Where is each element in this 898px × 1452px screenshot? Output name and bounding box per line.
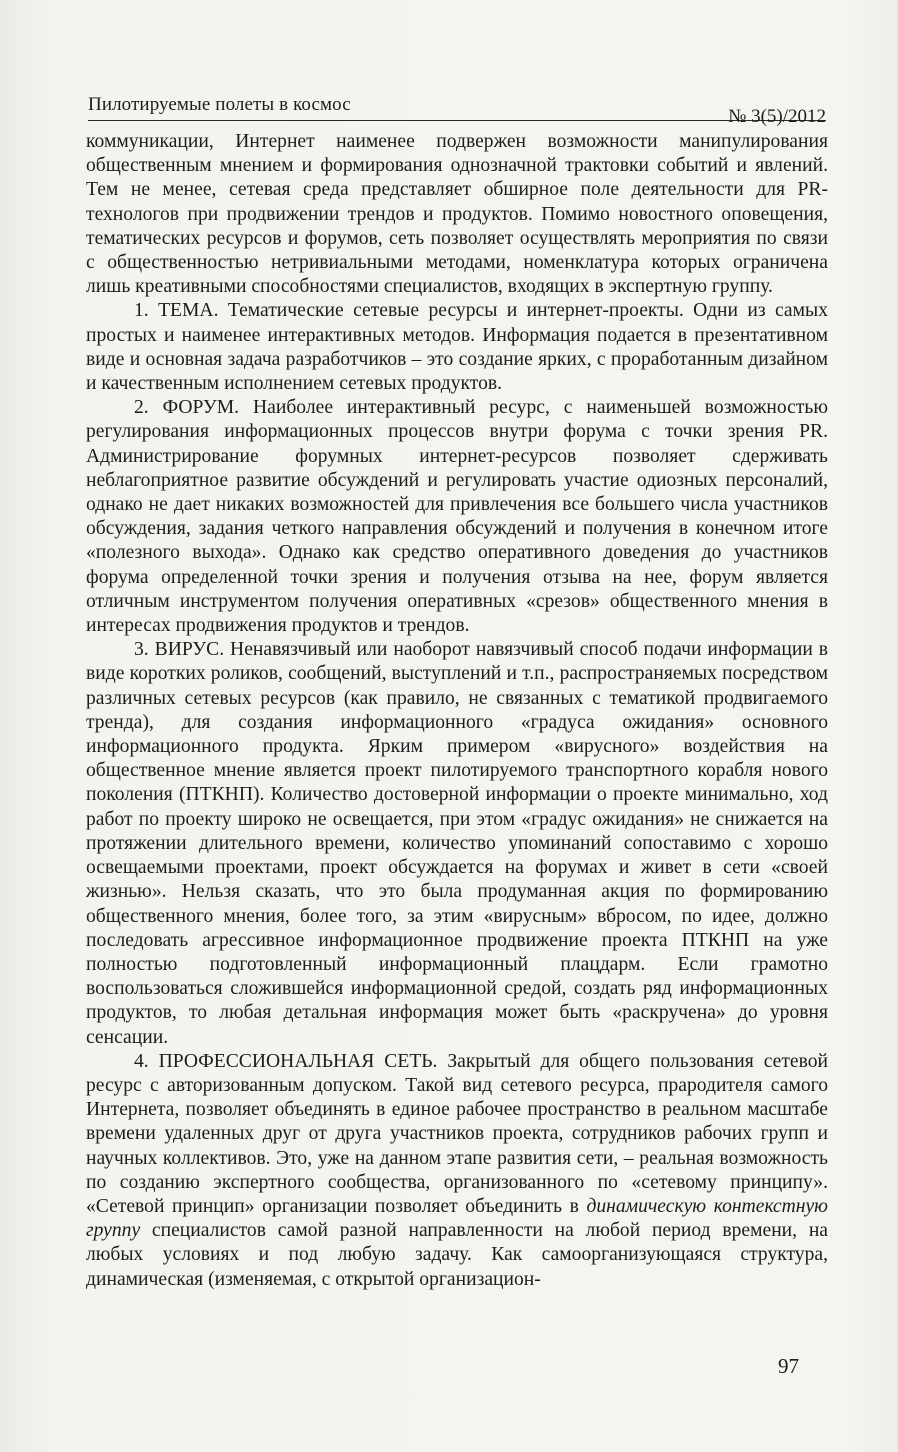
list-item-tema: 1. ТЕМА. Тематические сетевые ресурсы и интернет-проекты. Одни из самых простых и наименее интерактивных методов. Информация подается в презентативном виде и основная задача разработчиков – это создание ярких, с проработанным дизайном и качественным исполнением сетевых продуктов. [86, 300, 828, 395]
running-header [88, 94, 826, 130]
list-item-virus: 3. ВИРУС. Ненавязчивый или наоборот навязчивый способ подачи информации в виде коротких роликов, сообщений, выступлений и т.п., распространяемых посредством различных сетевых ресурсов (как правило, не связанных с тематикой продвигаемого тренда), для создания информационного «градуса ожидания» основного информационного продукта. Ярким примером «вирусного» воздействия на общественное мнение является проект пилотируемого транспортного корабля нового поколения (ПТКНП). Количество достоверной информации о проекте минимально, ход работ по проекту широко не освещается, при этом «градус ожидания» не снижается на протяжении длительного времени, количество упоминаний сопоставимо с хорошо освещаемыми проектами, проект обсуждается на форумах и живет в сети «своей жизнью». Нельзя сказать, что это была продуманная акция по формированию общественного мнения, более того, за этим «вирусным» вбросом, по идее, должно последовать агрессивное информационное продвижение проекта ПТКНП на уже полностью подготовленный информационный плацдарм. Если грамотно воспользоваться сложившейся информационной средой, создать ряд информационных продуктов, то любая детальная информация может быть «раскручена» до уровня сенсации. [86, 639, 828, 1048]
item4-italic-term: динамическую контекстную группу [86, 1195, 828, 1242]
list-item-professional-network [86, 1050, 828, 1292]
issue-number: № 3(5)/2012 [728, 106, 826, 127]
header-rule [88, 120, 826, 121]
list-item-forum: 2. ФОРУМ. Наиболее интерактивный ресурс, с наименьшей возможностью регулирования информационных процессов внутри форума с точки зрения PR. Администрирование форумных интернет-ресурсов позволяет сдерживать неблагоприятное развитие обсуждений и регулировать участие одиозных персоналий, однако не дает никаких возможностей для привлечения все большего числа участников обсуждения, задания четкого направления обсуждений и получения в конечном итоге «полезного выхода». Однако как средство оперативного доведения до участников форума определенной точки зрения и получения отзыва на нее, форум является отличным инструментом получения оперативных «срезов» общественного мнения в интересах продвижения продуктов и трендов. [86, 397, 828, 637]
page-number: 97 [778, 1354, 799, 1378]
item4-text-start: 4. ПРОФЕССИОНАЛЬНАЯ СЕТЬ. Закрытый для общего пользования сетевой ресурс с авторизованным допуском. Такой вид сетевого ресурса, прародителя самого Интернета, позволяет объединять в единое рабочее пространство в реальном масштабе времени удаленных друг от друга участников проекта, сотрудников рабочих групп и научных коллективов. Это, уже на данном этапе развития сети, – реальная возможность по созданию экспертного сообщества, организованного по «сетевому принципу». «Сетевой принцип» организации позволяет объединить в [86, 1050, 828, 1217]
intro-paragraph: коммуникации, Интернет наименее подвержен возможности манипулирования общественным мнением и формирования однозначной трактовки событий и явлений. Тем не менее, сетевая среда представляет обширное поле деятельности для PR-технологов при продвижении трендов и продуктов. Помимо новостного оповещения, тематических ресурсов и форумов, сеть позволяет осуществлять мероприятия по связи с общественностью нетривиальными методами, номенклатура которых ограничена лишь креативными способностями специалистов, входящих в экспертную группу. [86, 131, 828, 298]
item4-text-end: специалистов самой разной направленности на любой период времени, на любых условиях и под любую задачу. Как самоорганизующаяся структура, динамическая (изменяемая, с открытой организацион- [86, 1220, 828, 1290]
journal-title: Пилотируемые полеты в космос [88, 94, 351, 115]
article-body [86, 130, 828, 1292]
